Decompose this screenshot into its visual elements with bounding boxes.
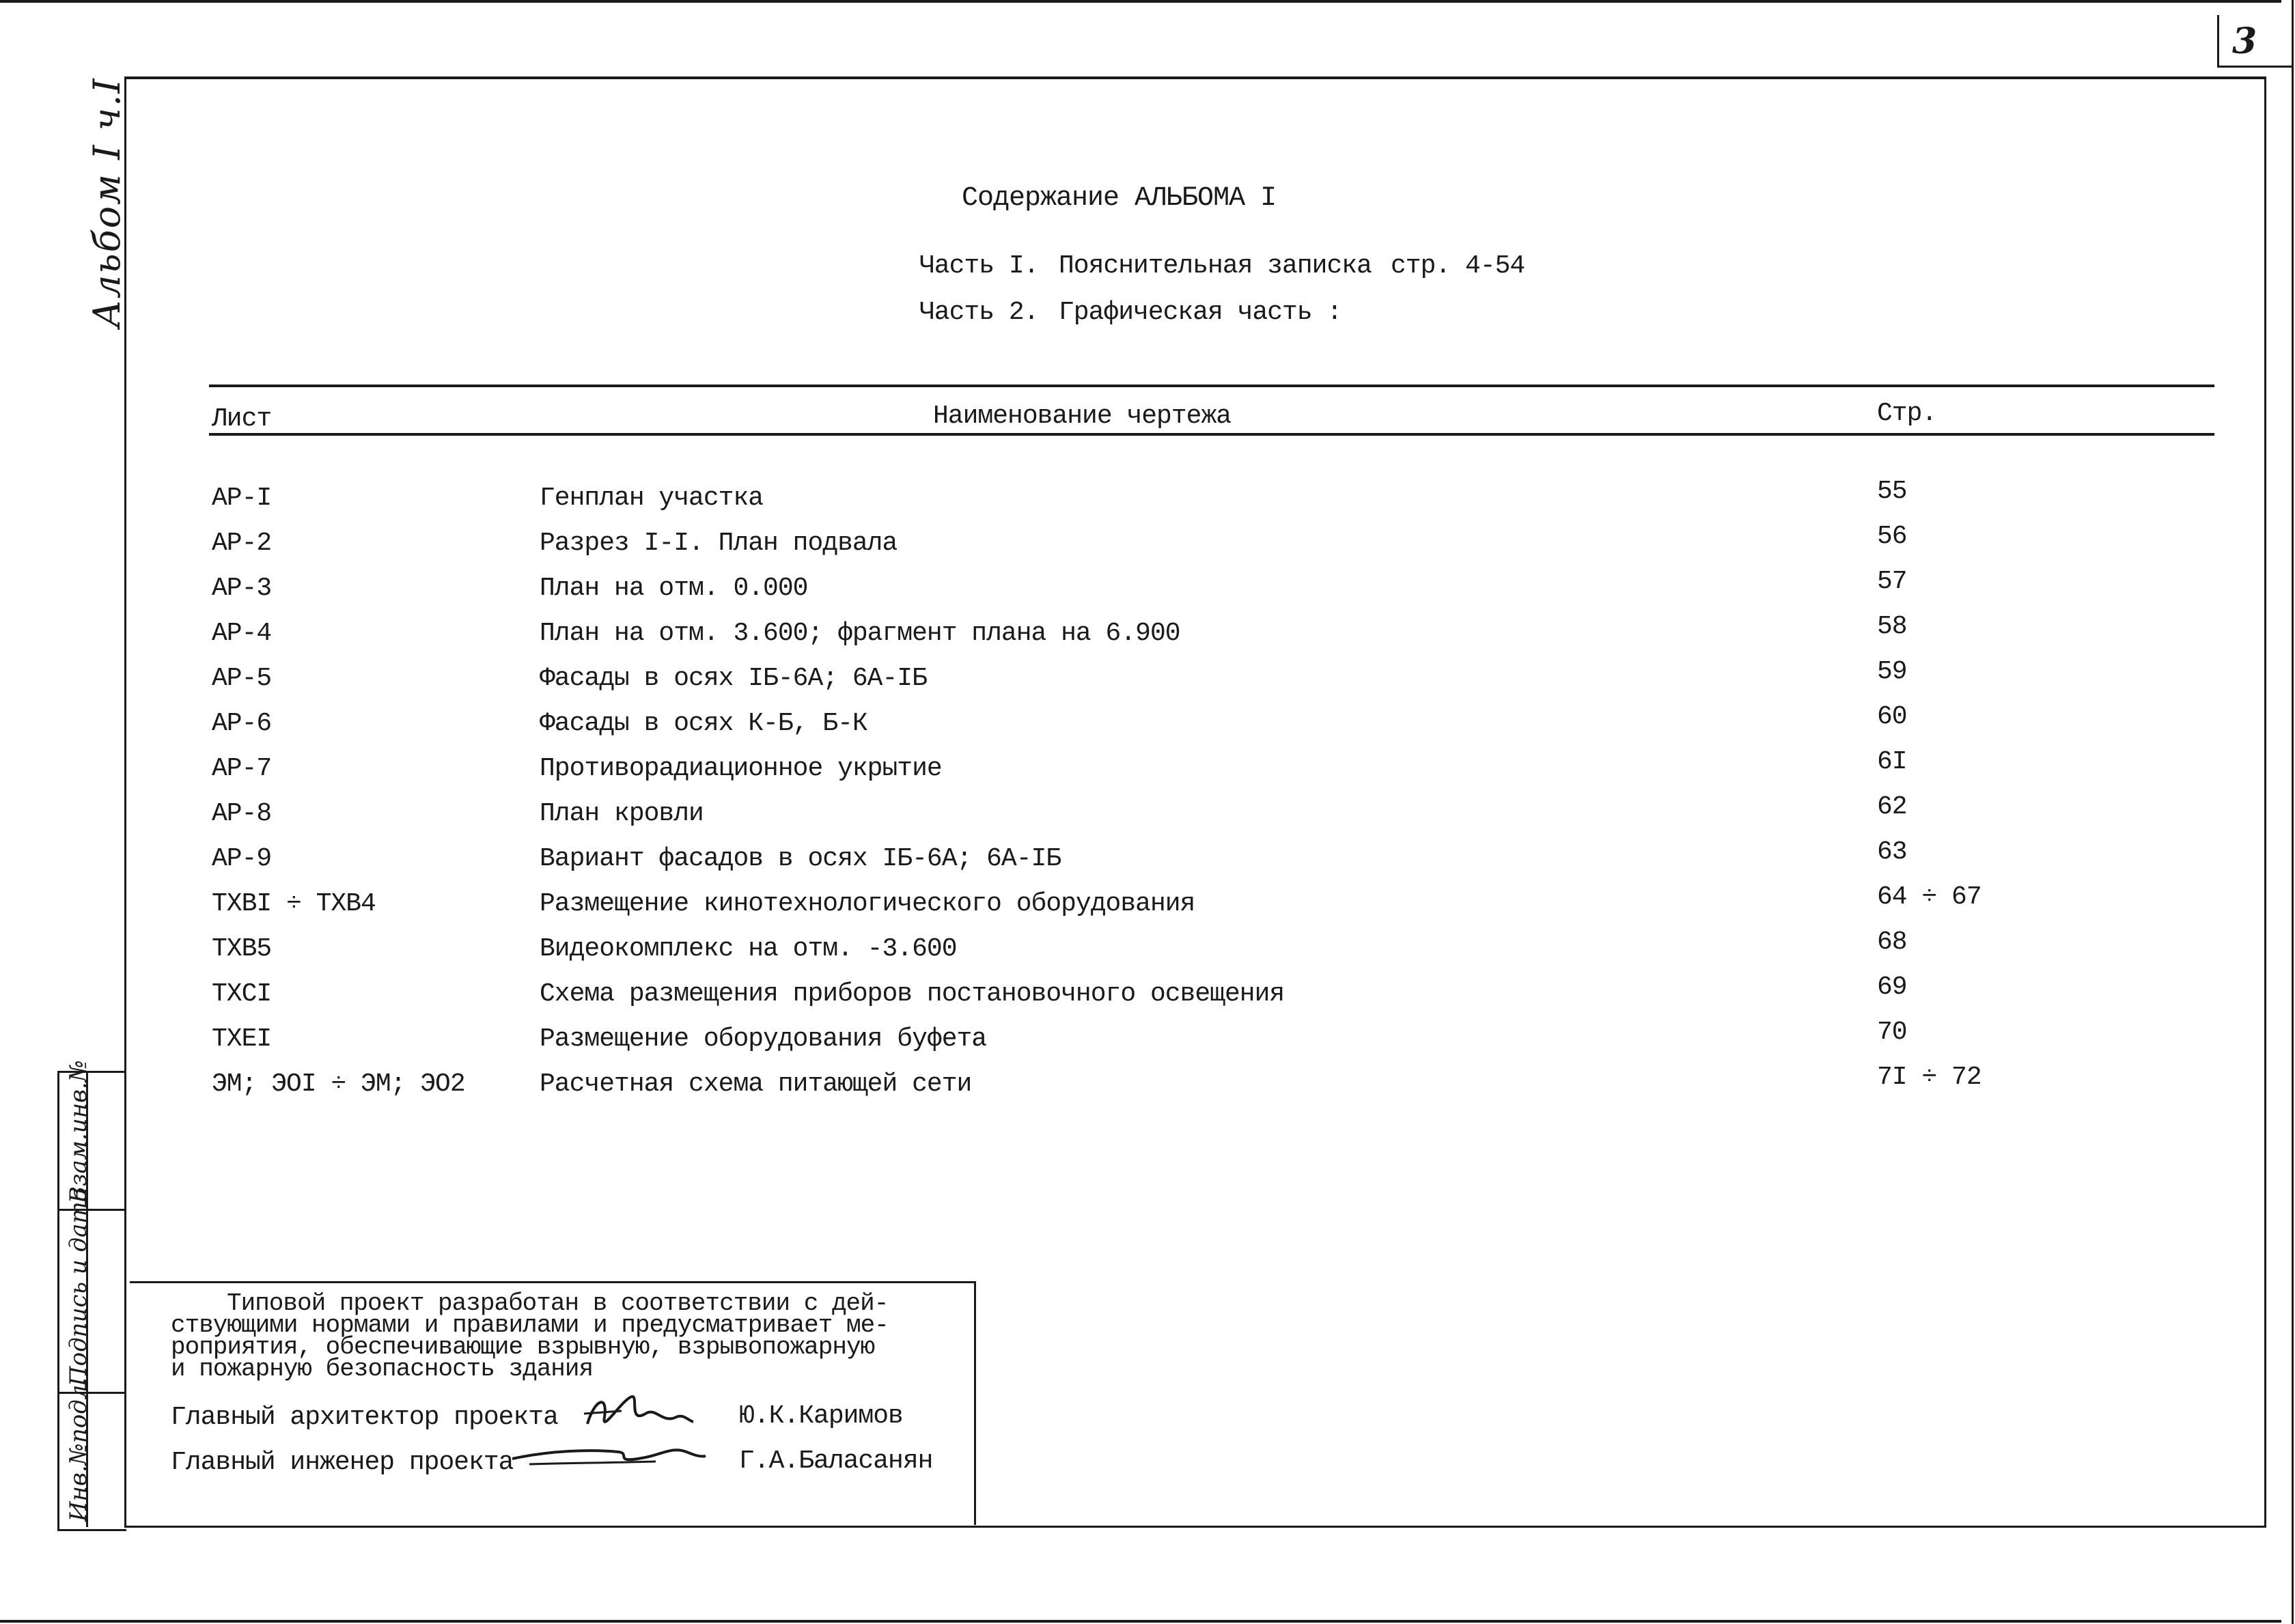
- row-sheet: ЭМ; ЭОI ÷ ЭМ; ЭО2: [212, 1069, 465, 1099]
- row-page: 55: [1877, 477, 1907, 506]
- part-2-label: Часть 2.: [919, 298, 1039, 327]
- row-sheet: АР-5: [212, 664, 272, 693]
- stamp-inv-label: Инв.№подл.: [65, 1377, 92, 1522]
- table-row: [212, 792, 1919, 840]
- table-row: [212, 1063, 1981, 1110]
- table-row: [212, 657, 1919, 705]
- page-title: Содержание АЛЬБОМА I: [962, 183, 1277, 214]
- page-number: 3: [2232, 20, 2257, 62]
- row-name: Расчетная схема питающей сети: [540, 1069, 972, 1099]
- row-page: 59: [1877, 657, 1907, 686]
- table-top-rule: [209, 384, 2214, 387]
- row-page: 7I ÷ 72: [1877, 1063, 1981, 1092]
- row-name: Схема размещения приборов постановочного освещения: [540, 979, 1285, 1009]
- part-1-label: Часть I.: [919, 251, 1039, 281]
- table-row: [212, 1018, 1919, 1065]
- signature-scribble: [581, 1386, 697, 1441]
- row-name: План на отм. 0.000: [540, 574, 808, 603]
- part-2-text: Графическая часть :: [1059, 298, 1342, 327]
- note-line: роприятия, обеспечивающие взрывную, взрывопожарную: [171, 1333, 875, 1361]
- signature-role: Главный архитектор проекта: [171, 1403, 558, 1432]
- table-row: [212, 927, 1919, 975]
- signature-scribble: [509, 1437, 707, 1471]
- note-line: Типовой проект разработан в соответствии с дей-: [227, 1289, 889, 1317]
- row-name: Противорадиационное укрытие: [540, 754, 942, 783]
- row-page: 6I: [1877, 747, 1907, 776]
- row-name: Вариант фасадов в осях IБ-6А; 6А-IБ: [540, 844, 1061, 873]
- row-sheet: ТХСI: [212, 979, 272, 1009]
- row-sheet: АР-6: [212, 709, 272, 738]
- row-sheet: АР-8: [212, 799, 272, 828]
- row-page: 64 ÷ 67: [1877, 882, 1981, 912]
- signature-name: Ю.К.Каримов: [739, 1401, 903, 1431]
- table-row: [212, 477, 1919, 524]
- frame-outer-right: [2292, 0, 2294, 1624]
- table-row: [212, 612, 1919, 660]
- row-page: 56: [1877, 522, 1907, 551]
- row-name: План на отм. 3.600; фрагмент плана на 6.900: [540, 619, 1180, 648]
- row-name: Фасады в осях IБ-6А; 6А-IБ: [540, 664, 927, 693]
- table-row: [212, 747, 1919, 795]
- part-1-pages: стр. 4-54: [1391, 251, 1525, 281]
- table-row: [212, 522, 1919, 570]
- header-name: Наименование чертежа: [933, 402, 1232, 431]
- row-sheet: АР-7: [212, 754, 272, 783]
- row-page: 70: [1877, 1018, 1907, 1047]
- row-page: 57: [1877, 567, 1907, 596]
- row-sheet: ТХВI ÷ ТХВ4: [212, 889, 376, 919]
- top-rule: [0, 0, 2281, 3]
- row-name: Разрез I-I. План подвала: [540, 529, 898, 558]
- row-name: План кровли: [540, 799, 704, 828]
- header-page: Стр.: [1877, 399, 1937, 428]
- table-row: [212, 837, 1919, 885]
- row-page: 60: [1877, 702, 1907, 731]
- row-page: 58: [1877, 612, 1907, 641]
- row-sheet: АР-3: [212, 574, 272, 603]
- stamp-replace-label: Взам.инв.№: [65, 1060, 92, 1203]
- signature-role: Главный инженер проекта: [171, 1448, 514, 1477]
- row-name: Размещение оборудования буфета: [540, 1024, 987, 1054]
- row-sheet: ТХВ5: [212, 934, 272, 964]
- row-page: 62: [1877, 792, 1907, 822]
- row-sheet: ТХЕI: [212, 1024, 272, 1054]
- stamp-sign-label: Подпись и дата: [65, 1188, 92, 1386]
- table-row: [212, 567, 1919, 615]
- table-row: [212, 702, 1919, 750]
- table-row: [212, 882, 1981, 930]
- row-name: Видеокомплекс на отм. -3.600: [540, 934, 957, 964]
- row-sheet: АР-9: [212, 844, 272, 873]
- row-page: 68: [1877, 927, 1907, 957]
- row-sheet: АР-2: [212, 529, 272, 558]
- bottom-rule: [0, 1620, 2281, 1623]
- table-row: [212, 972, 1919, 1020]
- note-line: ствующими нормами и правилами и предусматривает ме-: [171, 1311, 889, 1339]
- signature-name: Г.А.Баласанян: [739, 1446, 933, 1476]
- table-header-rule: [209, 433, 2214, 436]
- side-album-label: Альбом I ч.I: [85, 77, 128, 328]
- row-page: 63: [1877, 837, 1907, 867]
- row-name: Генплан участка: [540, 484, 764, 513]
- part-1-text: Пояснительная записка: [1059, 251, 1372, 281]
- row-name: Фасады в осях К-Б, Б-К: [540, 709, 867, 738]
- row-name: Размещение кинотехнологического оборудования: [540, 889, 1195, 919]
- header-sheet: Лист: [212, 404, 272, 434]
- row-page: 69: [1877, 972, 1907, 1002]
- row-sheet: АР-4: [212, 619, 272, 648]
- note-line: и пожарную безопасность здания: [171, 1355, 594, 1383]
- row-sheet: АР-I: [212, 484, 272, 513]
